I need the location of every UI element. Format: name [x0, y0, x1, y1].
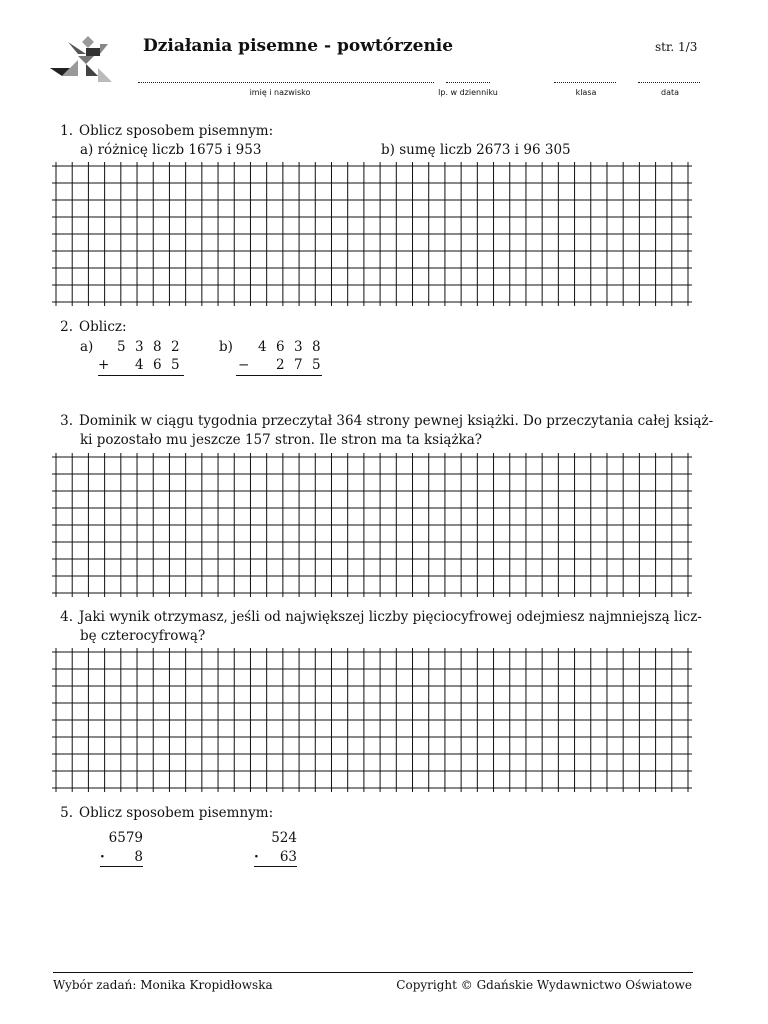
digit: 3 [135, 339, 144, 355]
digit: 2 [276, 357, 285, 373]
question-3 [55, 412, 715, 431]
question-2-b-row2 [236, 356, 322, 376]
question-1-text: Oblicz sposobem pisemnym: [79, 123, 274, 139]
question-4-line-2: bę czterocyfrową? [80, 628, 206, 644]
multiply-sign: · [100, 849, 105, 865]
name-field-line[interactable] [138, 74, 434, 83]
answer-grid-3[interactable] [52, 453, 692, 597]
question-2 [55, 318, 127, 337]
digit: 5 [312, 357, 321, 373]
footer-divider [53, 972, 693, 973]
question-5-a-bottom: 8 [134, 849, 143, 865]
grid-lines [52, 162, 692, 306]
grid-lines [52, 648, 692, 792]
question-2-a-label: a) [80, 339, 94, 355]
question-1-number: 1. [60, 123, 73, 139]
question-5-a-bottom-row [100, 848, 143, 867]
answer-grid-1[interactable] [52, 162, 692, 306]
plus-sign: + [98, 357, 110, 373]
digit: 7 [294, 357, 303, 373]
footer-author: Wybór zadań: Monika Kropidłowska [53, 978, 273, 992]
question-5-a-top: 6579 [108, 830, 143, 846]
multiply-sign: · [254, 849, 259, 865]
question-5-b-bottom: 63 [279, 849, 297, 865]
digit: 8 [312, 339, 321, 355]
grid-lines [52, 453, 692, 597]
digit: 6 [153, 357, 162, 373]
page-number: str. 1/3 [655, 40, 698, 54]
publisher-logo [48, 32, 114, 88]
question-1-part-a: a) różnicę liczb 1675 i 953 [80, 142, 262, 158]
question-5-text: Oblicz sposobem pisemnym: [79, 805, 274, 821]
register-number-field-line[interactable] [446, 74, 490, 83]
question-3-number: 3. [60, 413, 73, 429]
question-5-number: 5. [60, 805, 73, 821]
class-field-line[interactable] [554, 74, 616, 83]
question-5-b-top: 524 [271, 830, 297, 846]
digit: 5 [117, 339, 126, 355]
question-4-line-1: Jaki wynik otrzymasz, jeśli od największej liczby pięciocyfrowej odejmiesz najmniejszą licz- [79, 609, 702, 625]
digit: 2 [171, 339, 180, 355]
question-4-number: 4. [60, 609, 73, 625]
question-3-line-1: Dominik w ciągu tygodnia przeczytał 364 strony pewnej książki. Do przeczytania całej książ- [79, 413, 714, 429]
class-field-label: klasa [575, 88, 597, 97]
name-field-label: imię i nazwisko [249, 88, 311, 97]
digit: 6 [276, 339, 285, 355]
question-2-number: 2. [60, 319, 73, 335]
question-5 [55, 804, 273, 823]
question-2-a-row2 [98, 356, 184, 376]
question-5-b-bottom-row [254, 848, 297, 867]
digit: 8 [153, 339, 162, 355]
register-number-field-label: lp. w dzienniku [438, 88, 498, 97]
question-1-part-b: b) sumę liczb 2673 i 96 305 [381, 142, 571, 158]
answer-grid-4[interactable] [52, 648, 692, 792]
question-4 [55, 608, 715, 627]
digit: 4 [135, 357, 144, 373]
minus-sign: − [238, 357, 250, 373]
date-field-label: data [660, 88, 680, 97]
digit: 3 [294, 339, 303, 355]
footer-copyright: Copyright © Gdańskie Wydawnictwo Oświatowe [396, 978, 692, 992]
digit: 4 [258, 339, 267, 355]
digit: 5 [171, 357, 180, 373]
question-1 [55, 122, 695, 141]
date-field-line[interactable] [638, 74, 700, 83]
page-title: Działania pisemne - powtórzenie [143, 36, 454, 56]
question-2-text: Oblicz: [79, 319, 127, 335]
question-3-line-2: ki pozostało mu jeszcze 157 stron. Ile stron ma ta książka? [80, 432, 483, 448]
question-2-b-label: b) [219, 339, 233, 355]
